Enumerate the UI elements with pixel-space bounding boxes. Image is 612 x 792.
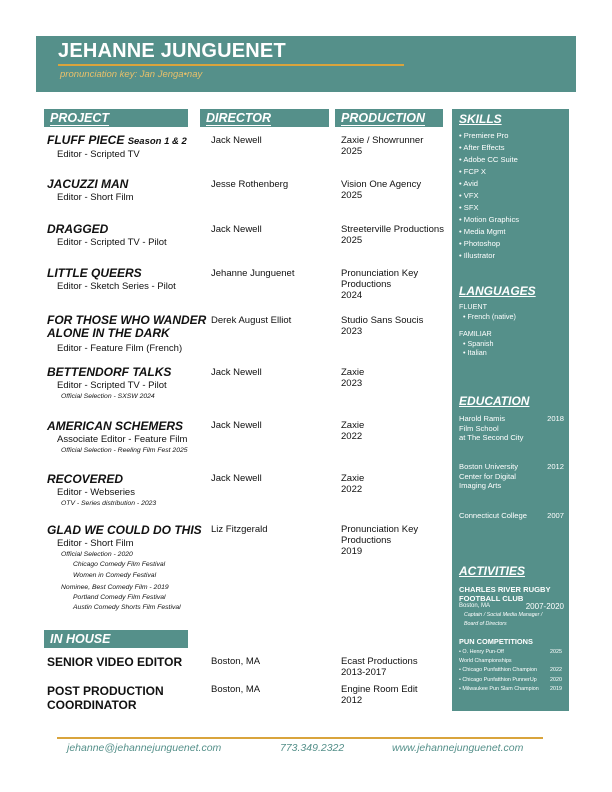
- project-production: Pronunciation Key Productions 2019: [341, 524, 419, 557]
- production-column-heading: PRODUCTION: [335, 109, 443, 127]
- project-column-heading: PROJECT: [44, 109, 188, 127]
- project-entry: [47, 473, 207, 509]
- pun-item: • Milwaukee Pun Slam Champion 2019: [459, 685, 562, 692]
- project-director: Jesse Rothenberg: [211, 179, 289, 190]
- project-role: Editor - Scripted TV - Pilot: [57, 380, 167, 391]
- project-production: Zaxie 2022: [341, 420, 365, 442]
- project-director: Jack Newell: [211, 473, 262, 484]
- in-house-heading: IN HOUSE: [44, 630, 188, 648]
- footer-divider: [57, 737, 543, 739]
- pronunciation-value: Jan Jenga•nay: [139, 69, 203, 80]
- project-role: Editor - Short Film: [57, 538, 134, 549]
- project-entry: [47, 134, 212, 160]
- project-title: FLUFF PIECE Season 1 & 2: [47, 133, 187, 147]
- education-year: 2018: [547, 414, 564, 423]
- language-item: • French (native): [463, 311, 516, 321]
- rugby-club-name: CHARLES RIVER RUGBY FOOTBALL CLUB: [459, 585, 551, 603]
- project-production: Zaxie 2022: [341, 473, 365, 495]
- project-title: GLAD WE COULD DO THIS: [47, 523, 202, 537]
- languages-heading: LANGUAGES: [459, 284, 536, 298]
- festival-name: Austin Comedy Shorts Film Festival: [73, 604, 181, 612]
- project-title: AMERICAN SCHEMERS: [47, 419, 184, 433]
- project-role: Editor - Sketch Series - Pilot: [57, 281, 176, 292]
- education-heading: EDUCATION: [459, 394, 530, 408]
- skills-list: [459, 130, 519, 262]
- project-production: Studio Sans Soucis 2023: [341, 315, 424, 337]
- project-role: Editor - Scripted TV: [57, 149, 140, 160]
- project-title: BETTENDORF TALKS: [47, 365, 172, 379]
- education-year: 2007: [547, 511, 564, 520]
- pronunciation-label: pronunciation key:: [60, 69, 138, 80]
- skill-item: • After Effects: [459, 143, 505, 152]
- familiar-label: FAMILIAR: [459, 329, 492, 338]
- header-banner: [36, 36, 576, 92]
- project-production: Streeterville Productions 2025: [341, 224, 444, 246]
- education-item: Connecticut College 2007: [459, 511, 564, 520]
- fluent-label: FLUENT: [459, 302, 487, 311]
- language-item: • Spanish: [463, 338, 494, 348]
- project-entry: [47, 267, 207, 292]
- job-company: Engine Room Edit 2012: [341, 684, 418, 706]
- project-entry: [47, 314, 207, 354]
- project-director: Derek August Elliot: [211, 315, 292, 326]
- languages-list: [459, 302, 516, 358]
- job-title: SENIOR VIDEO EDITOR: [47, 655, 183, 669]
- project-production: Vision One Agency 2025: [341, 179, 422, 201]
- job-title: POST PRODUCTION COORDINATOR: [47, 684, 164, 712]
- rugby-location: Boston, MA: [459, 603, 491, 609]
- project-role: Editor - Short Film: [57, 192, 134, 203]
- job-location: Boston, MA: [211, 656, 261, 667]
- in-house-entry: [47, 684, 177, 712]
- education-item: Harold Ramis Film School at The Second City 2018: [459, 414, 564, 442]
- project-note: OTV - Series distribution - 2023: [61, 500, 157, 507]
- project-entry: [47, 366, 207, 402]
- pun-item: • O. Henry Pun-Off 2025: [459, 649, 562, 655]
- rugby-years: 2007-2020: [525, 602, 564, 611]
- project-title: LITTLE QUEERS: [47, 266, 142, 280]
- education-item: Boston University Center for Digital Imaging Arts 2012: [459, 462, 564, 490]
- resume-name: JEHANNE JUNGUENET: [58, 40, 286, 62]
- project-note: Nominee, Best Comedy Film - 2019: [61, 583, 169, 591]
- project-title: DRAGGED: [47, 222, 109, 236]
- festival-name: Women in Comedy Festival: [73, 571, 157, 579]
- sidebar-panel: [452, 109, 569, 711]
- in-house-entry: [47, 656, 207, 669]
- pun-competitions-list: [459, 648, 564, 694]
- skill-item: • Motion Graphics: [459, 215, 520, 224]
- festival-name: Chicago Comedy Film Festival: [73, 561, 166, 568]
- project-director: Liz Fitzgerald: [211, 524, 268, 535]
- project-title: RECOVERED: [47, 472, 124, 486]
- skill-item: • Illustrator: [459, 251, 495, 260]
- phone-number[interactable]: 773.349.2322: [280, 742, 345, 754]
- rugby-roles: Captain / Social Media Manager / Board of Directors: [464, 612, 543, 627]
- project-entry: [47, 223, 207, 248]
- project-director: Jack Newell: [211, 224, 262, 235]
- project-entry: [47, 178, 207, 203]
- project-entry: [47, 420, 212, 456]
- job-company: Ecast Productions 2013-2017: [341, 656, 418, 678]
- pun-item: • Chicago Punfatthion PunnerUp 2020: [459, 676, 562, 683]
- project-note: Official Selection - Reeling Film Fest 2025: [61, 447, 188, 454]
- project-director: Jack Newell: [211, 420, 262, 431]
- project-production: Zaxie 2023: [341, 367, 365, 389]
- project-title: JACUZZI MAN: [47, 177, 129, 191]
- skill-item: • Adobe CC Suite: [459, 155, 518, 164]
- pun-item: World Championships: [459, 658, 512, 665]
- project-note: Official Selection - SXSW 2024: [61, 393, 155, 400]
- project-production: Zaxie / Showrunner 2025: [341, 135, 424, 157]
- skill-item: • VFX: [459, 191, 479, 200]
- header-divider: [58, 64, 404, 66]
- project-director: Jehanne Junguenet: [211, 268, 295, 279]
- website-link[interactable]: www.jehannejunguenet.com: [392, 742, 524, 754]
- pun-competitions-heading: PUN COMPETITIONS: [459, 637, 533, 646]
- skill-item: • Photoshop: [459, 239, 501, 248]
- language-item: • Italian: [463, 348, 487, 357]
- skill-item: • FCP X: [459, 167, 486, 176]
- project-director: Jack Newell: [211, 135, 262, 146]
- festival-name: Portland Comedy Film Festival: [73, 593, 166, 601]
- pun-item: • Chicago Punfatthion Champion 2022: [459, 667, 562, 674]
- project-director: Jack Newell: [211, 367, 262, 378]
- skill-item: • Media Mgmt: [459, 227, 506, 236]
- skills-heading: SKILLS: [459, 112, 502, 126]
- project-role: Editor - Feature Film (French): [57, 343, 183, 354]
- project-production: Pronunciation Key Productions 2024: [341, 268, 419, 301]
- project-role: Associate Editor - Feature Film: [57, 434, 188, 445]
- skill-item: • Avid: [459, 179, 478, 188]
- education-year: 2012: [547, 462, 564, 471]
- skill-item: • Premiere Pro: [459, 131, 509, 140]
- project-note: Official Selection - 2020: [61, 551, 133, 558]
- skill-item: • SFX: [459, 203, 479, 212]
- project-title: FOR THOSE WHO WANDER ALONE IN THE DARK: [47, 313, 207, 340]
- project-role: Editor - Scripted TV - Pilot: [57, 237, 167, 248]
- activities-heading: ACTIVITIES: [459, 564, 526, 578]
- email-link[interactable]: jehanne@jehannejunguenet.com: [67, 742, 222, 754]
- project-role: Editor - Webseries: [57, 487, 135, 498]
- pronunciation-key: [60, 69, 202, 80]
- project-entry: [47, 524, 212, 614]
- job-location: Boston, MA: [211, 684, 261, 695]
- director-column-heading: DIRECTOR: [200, 109, 329, 127]
